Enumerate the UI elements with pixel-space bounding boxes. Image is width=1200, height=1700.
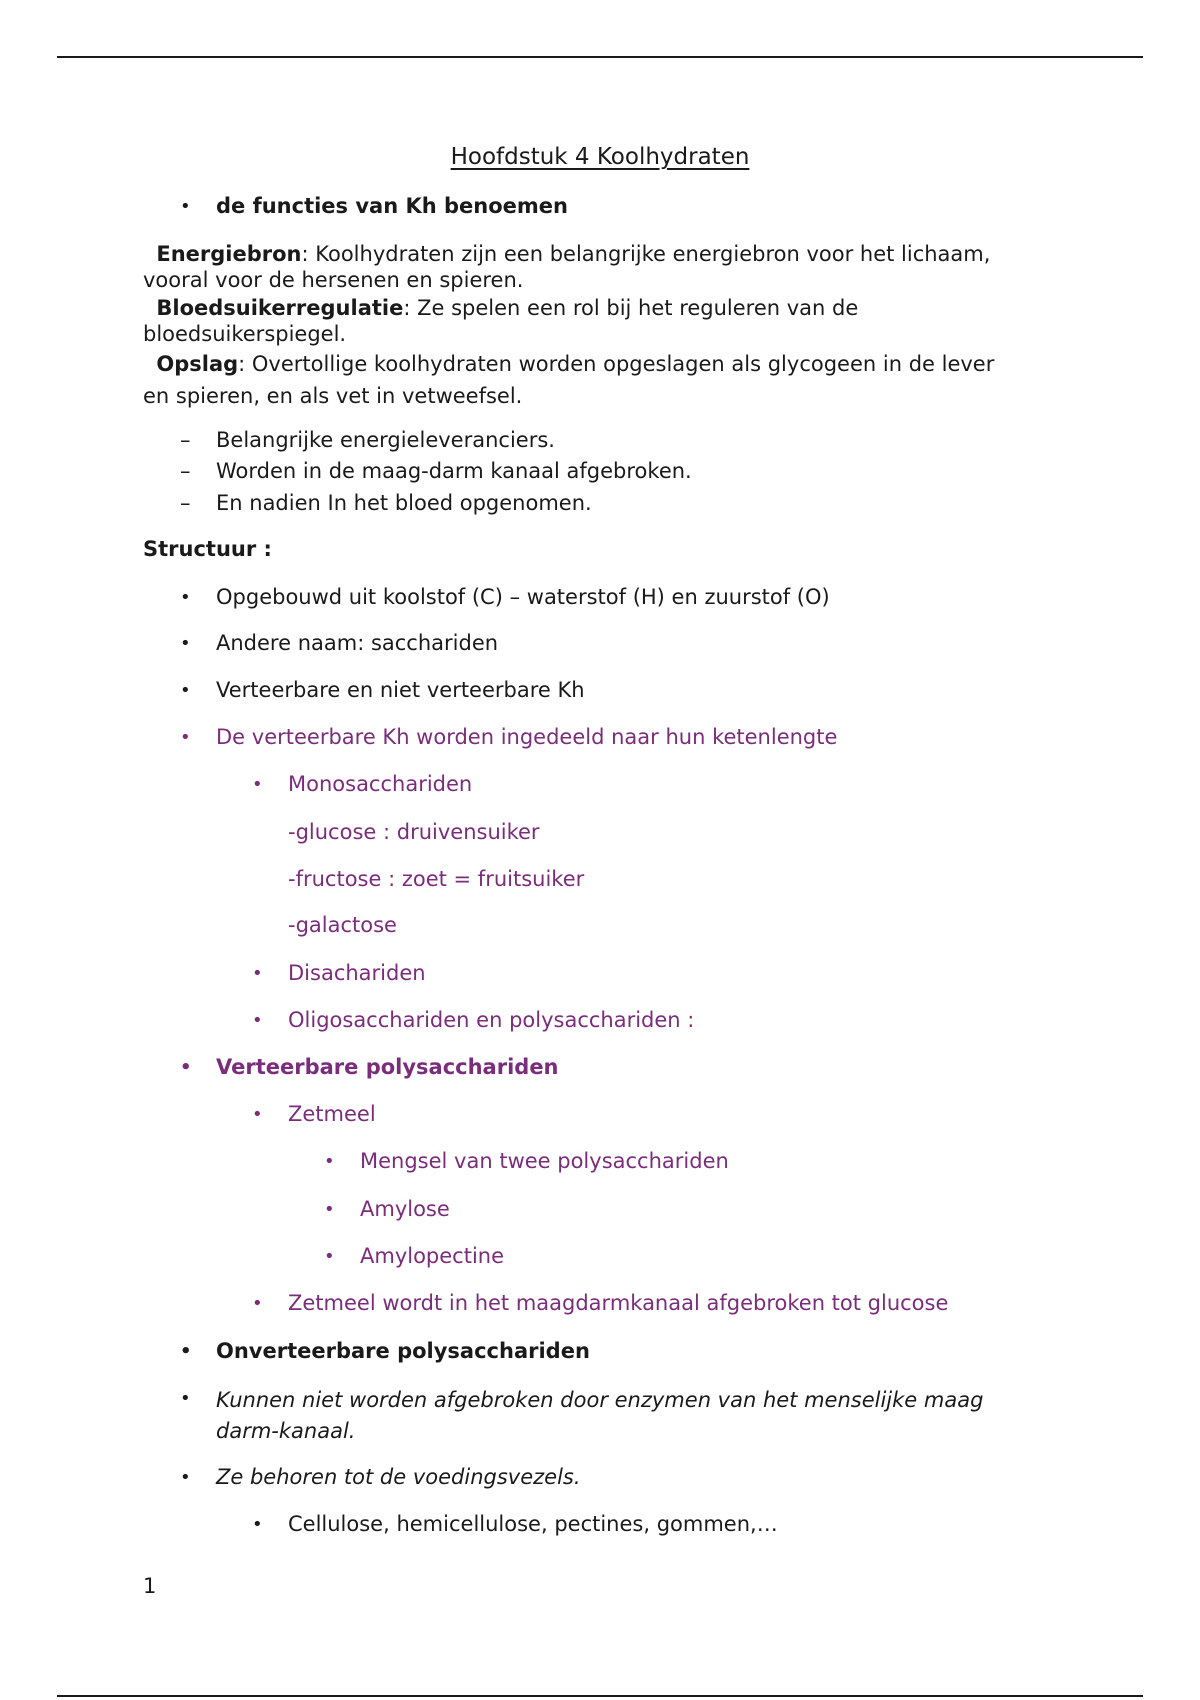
list-item: Andere naam: sacchariden	[216, 631, 499, 655]
bullet-icon: •	[324, 1246, 335, 1267]
bullet-icon: •	[180, 1341, 192, 1362]
list-item: Belangrijke energieleveranciers.	[216, 428, 555, 452]
bullet-icon: •	[324, 1199, 335, 1220]
function-energiebron: Energiebron: Koolhydraten zijn een belangrijke energiebron voor het lichaam, vooral voor de hersenen en spieren.	[143, 242, 991, 292]
bullet-icon: •	[180, 1388, 191, 1409]
list-item: Monosacchariden	[288, 772, 473, 796]
list-item: Amylose	[360, 1197, 450, 1221]
list-item: Zetmeel	[288, 1102, 376, 1126]
bullet-icon: •	[252, 1293, 263, 1314]
list-item: Opgebouwd uit koolstof (C) – waterstof (H) en zuurstof (O)	[216, 585, 830, 609]
dash-icon: –	[180, 428, 191, 452]
bullet-icon: •	[180, 727, 191, 748]
page-number: 1	[143, 1574, 157, 1598]
bullet-icon: •	[180, 680, 191, 701]
dash-icon: –	[180, 491, 191, 515]
list-item: Mengsel van twee polysacchariden	[360, 1149, 729, 1173]
structure-heading: Structuur :	[143, 537, 272, 561]
list-item: -galactose	[288, 913, 397, 937]
bullet-icon: •	[252, 1514, 263, 1535]
bullet-icon: •	[180, 1057, 192, 1078]
list-item: En nadien In het bloed opgenomen.	[216, 491, 592, 515]
list-item: Disachariden	[288, 961, 426, 985]
bullet-icon: •	[252, 963, 263, 984]
bullet-icon: •	[252, 1010, 263, 1031]
bullet-icon: •	[180, 587, 191, 608]
list-item: Amylopectine	[360, 1244, 505, 1268]
footer-rule	[57, 1695, 1143, 1697]
list-item: Worden in de maag-darm kanaal afgebroken.	[216, 459, 692, 483]
section-heading-functions: de functies van Kh benoemen	[216, 194, 568, 218]
bullet-icon: •	[324, 1151, 335, 1172]
dash-icon: –	[180, 459, 191, 483]
page-title: Hoofdstuk 4 Koolhydraten	[450, 144, 750, 170]
list-item: Ze behoren tot de voedingsvezels.	[216, 1465, 581, 1489]
list-item: Kunnen niet worden afgebroken door enzymen van het menselijke maag darm-kanaal.	[216, 1388, 984, 1443]
list-item: Zetmeel wordt in het maagdarmkanaal afgebroken tot glucose	[288, 1291, 949, 1315]
function-bloedsuikerregulatie: Bloedsuikerregulatie: Ze spelen een rol bij het reguleren van de bloedsuikerspiegel.	[143, 296, 859, 346]
list-item: Verteerbare en niet verteerbare Kh	[216, 678, 585, 702]
list-item: De verteerbare Kh worden ingedeeld naar hun ketenlengte	[216, 725, 838, 749]
bullet-icon: •	[252, 1104, 263, 1125]
list-item: Oligosacchariden en polysacchariden :	[288, 1008, 695, 1032]
list-item: -fructose : zoet = fruitsuiker	[288, 867, 585, 891]
list-item: -glucose : druivensuiker	[288, 820, 540, 844]
function-opslag: Opslag: Overtollige koolhydraten worden opgeslagen als glycogeen in de lever en spieren, en als vet in vetweefsel.	[143, 352, 995, 408]
section-heading-digestible-poly: Verteerbare polysacchariden	[216, 1055, 559, 1079]
bullet-icon: •	[180, 196, 191, 217]
section-heading-indigestible-poly: Onverteerbare polysacchariden	[216, 1339, 590, 1363]
bullet-icon: •	[252, 774, 263, 795]
bullet-icon: •	[180, 1467, 191, 1488]
list-item: Cellulose, hemicellulose, pectines, gommen,…	[288, 1512, 778, 1536]
bullet-icon: •	[180, 633, 191, 654]
